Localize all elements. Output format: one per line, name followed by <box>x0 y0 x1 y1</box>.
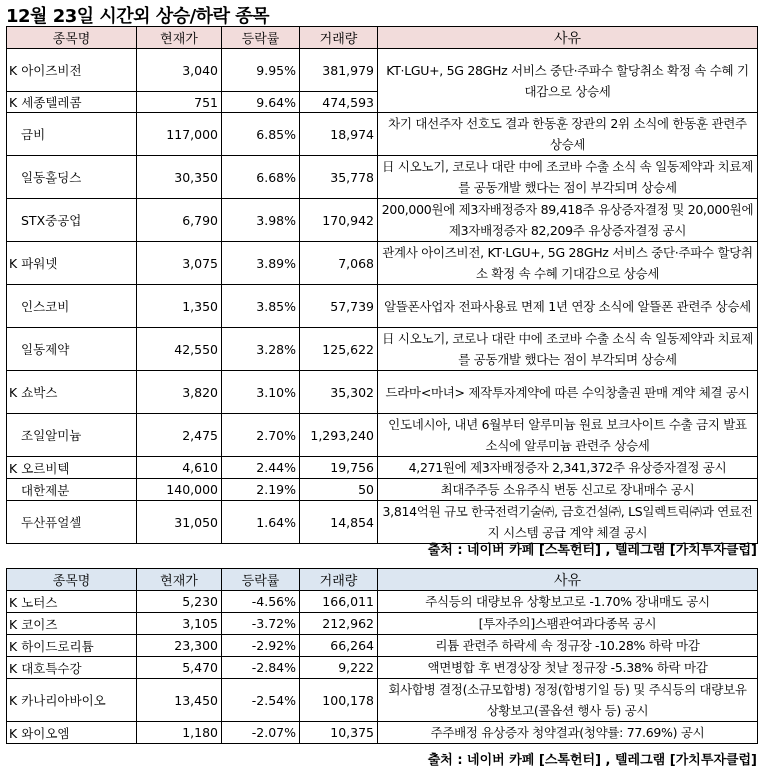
header-volume: 거래량 <box>300 569 378 591</box>
stock-name-text: 대호특수강 <box>21 660 82 676</box>
stock-name <box>7 501 137 544</box>
reason-text: 3,814억원 규모 한국전력기술㈜, 금호건설㈜, LS일렉트릭㈜과 연료전지 시스템 공급 계약 체결 공시 <box>378 501 758 544</box>
trade-volume: 50 <box>300 479 378 501</box>
table-row <box>7 242 758 285</box>
trade-volume: 35,778 <box>300 156 378 199</box>
stock-price: 13,450 <box>137 679 222 722</box>
stock-price: 4,610 <box>137 457 222 479</box>
source-credit: 출처 : 네이버 카페 [스톡헌터] , 텔레그램 [가치투자클럽] <box>427 543 757 558</box>
table-row <box>7 613 758 635</box>
stock-name <box>7 635 137 657</box>
reason-text: 차기 대선주자 선호도 결과 한동훈 장관의 2위 소식에 한동훈 관련주 상승세 <box>378 113 758 156</box>
stock-name-text: 조일알미늄 <box>21 428 82 443</box>
header-rate: 등락률 <box>222 569 300 591</box>
page-title: 12월 23일 시간외 상승/하락 종목 <box>6 6 270 27</box>
trade-volume: 14,854 <box>300 501 378 544</box>
stock-name-text: 노터스 <box>21 594 58 610</box>
change-rate: 3.85% <box>222 285 300 328</box>
reason-text: 주식등의 대량보유 상황보고로 -1.70% 장내매도 공시 <box>378 591 758 613</box>
stock-price: 1,350 <box>137 285 222 328</box>
source-credit: 출처 : 네이버 카페 [스톡헌터] , 텔레그램 [가치투자클럽] <box>427 753 757 768</box>
stock-name-text: 두산퓨얼셀 <box>21 515 82 530</box>
table-row <box>7 156 758 199</box>
header-price: 현재가 <box>137 569 222 591</box>
stock-name <box>7 591 137 613</box>
market-tag: K <box>9 460 18 476</box>
stock-name-text: 쇼박스 <box>21 385 58 400</box>
header-name: 종목명 <box>7 569 137 591</box>
reason-text: [투자주의]스팸관여과다종목 공시 <box>378 613 758 635</box>
header-reason: 사유 <box>378 27 758 49</box>
trade-volume: 474,593 <box>300 92 378 113</box>
stock-price: 31,050 <box>137 501 222 544</box>
change-rate: 2.44% <box>222 457 300 479</box>
stock-name-text: 하이드로리튬 <box>21 638 94 654</box>
falling-stocks-body <box>7 591 758 744</box>
stock-name <box>7 285 137 328</box>
trade-volume: 18,974 <box>300 113 378 156</box>
stock-name <box>7 414 137 457</box>
change-rate: -2.92% <box>222 635 300 657</box>
stock-price: 42,550 <box>137 328 222 371</box>
stock-name <box>7 722 137 744</box>
stock-price: 23,300 <box>137 635 222 657</box>
change-rate: 3.89% <box>222 242 300 285</box>
table-row <box>7 591 758 613</box>
falling-stocks-table <box>6 568 758 744</box>
change-rate: 6.85% <box>222 113 300 156</box>
stock-name <box>7 242 137 285</box>
market-tag: K <box>9 594 18 610</box>
market-tag: K <box>9 616 18 632</box>
stock-price: 30,350 <box>137 156 222 199</box>
trade-volume: 100,178 <box>300 679 378 722</box>
trade-volume: 212,962 <box>300 613 378 635</box>
table-row <box>7 49 758 92</box>
table-row <box>7 371 758 414</box>
reason-text: 드라마<마녀> 제작투자계약에 따른 수익창출권 판매 계약 체결 공시 <box>378 371 758 414</box>
reason-text: 4,271원에 제3자배정증자 2,341,372주 유상증자결정 공시 <box>378 457 758 479</box>
change-rate: -3.72% <box>222 613 300 635</box>
reason-text: KT·LGU+, 5G 28GHz 서비스 중단·주파수 할당취소 확정 속 수혜 기대감으로 상승세 <box>378 49 758 113</box>
reason-text: 알뜰폰사업자 전파사용료 면제 1년 연장 소식에 알뜰폰 관련주 상승세 <box>378 285 758 328</box>
trade-volume: 35,302 <box>300 371 378 414</box>
reason-text: 리튬 관련주 하락세 속 정규장 -10.28% 하락 마감 <box>378 635 758 657</box>
stock-price: 3,075 <box>137 242 222 285</box>
stock-name <box>7 328 137 371</box>
stock-price: 1,180 <box>137 722 222 744</box>
reason-text: 회사합병 결정(소규모합병) 정정(합병기일 등) 및 주식등의 대량보유 상황보고(콜옵션 행사 등) 공시 <box>378 679 758 722</box>
market-tag: K <box>9 63 18 78</box>
stock-name-text: 금비 <box>21 127 46 142</box>
stock-name <box>7 457 137 479</box>
trade-volume: 66,264 <box>300 635 378 657</box>
trade-volume: 10,375 <box>300 722 378 744</box>
stock-name-text: 와이오엠 <box>21 725 70 741</box>
stock-name <box>7 49 137 92</box>
table-header-row <box>7 569 758 591</box>
stock-name-text: 일동홀딩스 <box>21 170 82 185</box>
change-rate: -2.07% <box>222 722 300 744</box>
header-volume: 거래량 <box>300 27 378 49</box>
stock-name-text: 아이즈비전 <box>21 63 82 78</box>
change-rate: 9.64% <box>222 92 300 113</box>
header-price: 현재가 <box>137 27 222 49</box>
stock-price: 6,790 <box>137 199 222 242</box>
change-rate: 3.10% <box>222 371 300 414</box>
table-row <box>7 657 758 679</box>
stock-price: 5,230 <box>137 591 222 613</box>
trade-volume: 125,622 <box>300 328 378 371</box>
reason-text: 관계사 아이즈비전, KT·LGU+, 5G 28GHz 서비스 중단·주파수 할당취소 확정 속 수혜 기대감으로 상승세 <box>378 242 758 285</box>
reason-text: 주주배정 유상증자 청약결과(청약률: 77.69%) 공시 <box>378 722 758 744</box>
stock-price: 140,000 <box>137 479 222 501</box>
header-name: 종목명 <box>7 27 137 49</box>
stock-price: 3,040 <box>137 49 222 92</box>
stock-price: 2,475 <box>137 414 222 457</box>
stock-name-text: 코이즈 <box>21 616 58 632</box>
change-rate: 9.95% <box>222 49 300 92</box>
trade-volume: 9,222 <box>300 657 378 679</box>
rising-stocks-table <box>6 26 758 544</box>
market-tag: K <box>9 638 18 654</box>
stock-name <box>7 371 137 414</box>
stock-name <box>7 479 137 501</box>
market-tag: K <box>9 256 18 271</box>
table-row <box>7 285 758 328</box>
table-row <box>7 635 758 657</box>
trade-volume: 166,011 <box>300 591 378 613</box>
stock-name <box>7 679 137 722</box>
trade-volume: 19,756 <box>300 457 378 479</box>
stock-name <box>7 113 137 156</box>
stock-name-text: 인스코비 <box>21 299 70 314</box>
table-row <box>7 199 758 242</box>
stock-name-text: 세종텔레콤 <box>21 95 82 110</box>
stock-name <box>7 156 137 199</box>
table-header-row <box>7 27 758 49</box>
header-reason: 사유 <box>378 569 758 591</box>
stock-name-text: 카나리아바이오 <box>21 693 106 708</box>
reason-text: 액면병합 후 변경상장 첫날 정규장 -5.38% 하락 마감 <box>378 657 758 679</box>
table-row <box>7 113 758 156</box>
change-rate: 3.98% <box>222 199 300 242</box>
stock-name-text: STX중공업 <box>21 213 82 228</box>
trade-volume: 381,979 <box>300 49 378 92</box>
stock-name-text: 일동제약 <box>21 342 70 357</box>
reason-text: 인도네시아, 내년 6월부터 알루미늄 원료 보크사이트 수출 금지 발표 소식에 알루미늄 관련주 상승세 <box>378 414 758 457</box>
table-row <box>7 457 758 479</box>
stock-price: 3,820 <box>137 371 222 414</box>
stock-name-text: 오르비텍 <box>21 460 70 476</box>
change-rate: 1.64% <box>222 501 300 544</box>
table-row <box>7 501 758 544</box>
stock-price: 117,000 <box>137 113 222 156</box>
table-row <box>7 328 758 371</box>
trade-volume: 7,068 <box>300 242 378 285</box>
trade-volume: 1,293,240 <box>300 414 378 457</box>
reason-text: 日 시오노기, 코로나 대란 中에 조코바 수출 소식 속 일동제약과 치료제를 공동개발 했다는 점이 부각되며 상승세 <box>378 156 758 199</box>
stock-name <box>7 657 137 679</box>
trade-volume: 57,739 <box>300 285 378 328</box>
change-rate: 2.19% <box>222 479 300 501</box>
stock-name <box>7 199 137 242</box>
stock-price: 751 <box>137 92 222 113</box>
table-row <box>7 679 758 722</box>
reason-text: 최대주주등 소유주식 변동 신고로 장내매수 공시 <box>378 479 758 501</box>
change-rate: 2.70% <box>222 414 300 457</box>
change-rate: -2.84% <box>222 657 300 679</box>
market-tag: K <box>9 385 18 400</box>
stock-name-text: 파워넷 <box>21 256 58 271</box>
table-row <box>7 722 758 744</box>
change-rate: 3.28% <box>222 328 300 371</box>
change-rate: -4.56% <box>222 591 300 613</box>
reason-text: 200,000원에 제3자배정증자 89,418주 유상증자결정 및 20,000원에 제3자배정증자 82,209주 유상증자결정 공시 <box>378 199 758 242</box>
market-tag: K <box>9 95 18 110</box>
market-tag: K <box>9 693 18 708</box>
rising-stocks-body <box>7 49 758 544</box>
stock-name <box>7 613 137 635</box>
table-row <box>7 479 758 501</box>
reason-text: 日 시오노기, 코로나 대란 中에 조코바 수출 소식 속 일동제약과 치료제를 공동개발 했다는 점이 부각되며 상승세 <box>378 328 758 371</box>
trade-volume: 170,942 <box>300 199 378 242</box>
stock-name <box>7 92 137 113</box>
stock-price: 3,105 <box>137 613 222 635</box>
market-tag: K <box>9 725 18 741</box>
change-rate: 6.68% <box>222 156 300 199</box>
stock-price: 5,470 <box>137 657 222 679</box>
market-tag: K <box>9 660 18 676</box>
header-rate: 등락률 <box>222 27 300 49</box>
stock-name-text: 대한제분 <box>21 482 70 498</box>
change-rate: -2.54% <box>222 679 300 722</box>
table-row <box>7 414 758 457</box>
